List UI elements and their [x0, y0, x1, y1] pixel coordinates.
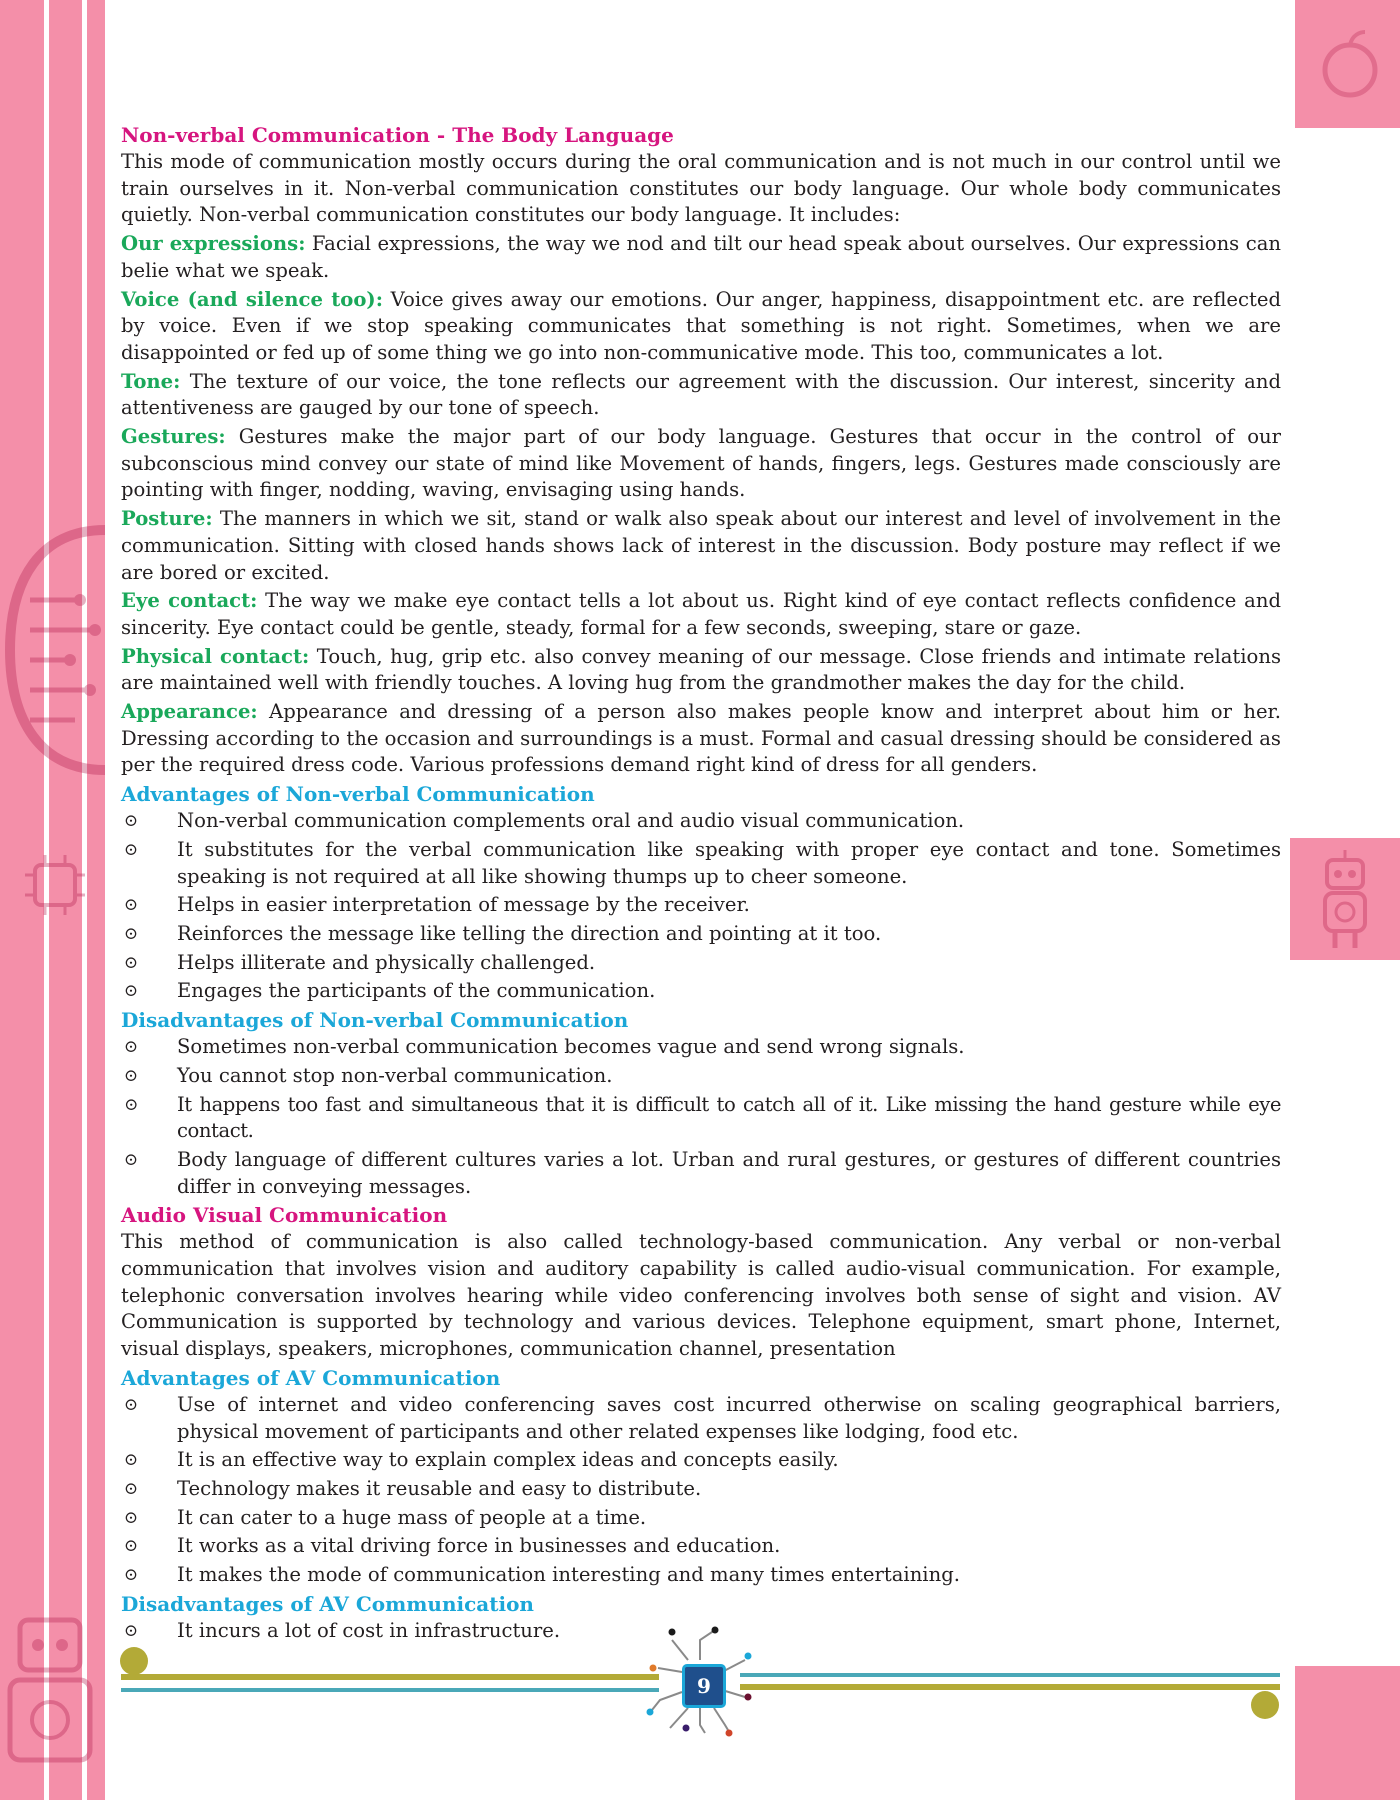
term-text: Voice gives away our emotions. Our anger, happiness, disappointment etc. are reflected by voice. Even if we stop speaking communicates that something is not right. Sometimes, when we are disappointed or fed up of some thing we go into non-communicative mode. This too, communicates a lot.	[121, 287, 1281, 364]
list-item	[121, 1034, 1281, 1061]
list-item-text: Helps illiterate and physically challenged.	[177, 950, 596, 974]
definition-physical-contact	[121, 644, 1281, 697]
list-item	[121, 1392, 1281, 1445]
circled-dot-icon: ⊙	[123, 1037, 139, 1058]
right-corner-block	[1295, 0, 1400, 128]
list-item-text: It happens too fast and simultaneous that it is difficult to catch all of it. Like missing the hand gesture while eye contact.	[177, 1092, 1281, 1143]
section-heading-av: Audio Visual Communication	[121, 1203, 448, 1228]
heading-nv-advantages: Advantages of Non-verbal Communication	[121, 782, 595, 807]
circled-dot-icon: ⊙	[124, 1094, 138, 1115]
apple-icon	[1320, 30, 1380, 100]
circled-dot-icon: ⊙	[123, 923, 139, 944]
robot-illustration	[5, 1600, 100, 1800]
list-item-text: Technology makes it reusable and easy to distribute.	[177, 1476, 702, 1500]
right-side-block	[1290, 838, 1400, 960]
term-label: Physical contact:	[121, 644, 310, 668]
circled-dot-icon: ⊙	[123, 952, 139, 973]
term-label: Voice (and silence too):	[121, 287, 383, 311]
list-item-text: Reinforces the message like telling the direction and pointing at it too.	[177, 921, 882, 945]
av-body: This method of communication is also called technology-based communication. Any verbal or non-verbal communication that involves vision and auditory capability is called audio-visual communication. For example, telephonic conversation involves hearing while video conferencing involves both sense of sight and vision. AV Communication is supported by technology and various devices. Telephone equipment, smart phone, Internet, visual displays, speakers, microphones, communication channel, presentation	[121, 1230, 1281, 1361]
circled-dot-icon: ⊙	[123, 1149, 139, 1170]
definition-appearance	[121, 699, 1281, 779]
nv-disadvantages-list	[121, 1034, 1281, 1200]
circled-dot-icon: ⊙	[123, 1507, 139, 1528]
left-decorative-band	[0, 0, 105, 1800]
circled-dot-icon: ⊙	[123, 839, 139, 860]
circuit-head-illustration	[0, 520, 105, 780]
term-text: Touch, hug, grip etc. also convey meaning of our message. Close friends and intimate relations are maintained well with friendly touches. A loving hug from the grandmother makes the day for the child.	[121, 644, 1282, 695]
circled-dot-icon: ⊙	[123, 1478, 139, 1499]
definition-tone	[121, 369, 1281, 422]
list-item	[121, 978, 1281, 1005]
list-item-text: You cannot stop non-verbal communication.	[177, 1063, 613, 1087]
list-item-text: Engages the participants of the communication.	[177, 979, 656, 1003]
circled-dot-icon: ⊙	[123, 1450, 139, 1471]
heading-nv-disadvantages: Disadvantages of Non-verbal Communication	[121, 1008, 629, 1033]
circled-dot-icon: ⊙	[123, 1565, 139, 1586]
term-label: Posture:	[121, 507, 213, 531]
circled-dot-icon: ⊙	[123, 1394, 139, 1415]
circled-dot-icon: ⊙	[123, 811, 139, 832]
av-advantages-list	[121, 1392, 1281, 1589]
circled-dot-icon: ⊙	[123, 895, 139, 916]
heading-av-advantages: Advantages of AV Communication	[121, 1365, 501, 1390]
definition-expressions	[121, 231, 1281, 284]
list-item	[121, 892, 1281, 919]
list-item	[121, 1092, 1281, 1145]
list-item-text: Sometimes non-verbal communication becomes vague and send wrong signals.	[177, 1035, 965, 1059]
circled-dot-icon: ⊙	[123, 1620, 139, 1641]
heading-av-disadvantages: Disadvantages of AV Communication	[121, 1591, 534, 1616]
circled-dot-icon: ⊙	[123, 1065, 139, 1086]
list-item-text: It is an effective way to explain complex ideas and concepts easily.	[177, 1448, 839, 1472]
nv-advantages-list	[121, 808, 1281, 1005]
definition-eye-contact	[121, 588, 1281, 641]
nonverbal-intro: This mode of communication mostly occurs during the oral communication and is not much in our control until we train ourselves in it. Non-verbal communication constitutes our body language. Our whole body communicates quietly. Non-verbal communication constitutes our body language. It includes:	[121, 150, 1281, 227]
circled-dot-icon: ⊙	[123, 981, 139, 1002]
list-item	[121, 1447, 1281, 1474]
term-text: Appearance and dressing of a person also makes people know and interpret about him or her. Dressing according to the occasion and surroundings is a must. Formal and casual dressing should be considered as per the required dress code. Various professions demand right kind of dress for all genders.	[121, 700, 1281, 777]
term-label: Tone:	[121, 369, 181, 393]
section-heading-nonverbal: Non-verbal Communication - The Body Language	[121, 123, 674, 147]
term-label: Appearance:	[121, 700, 258, 724]
list-item-text: Body language of different cultures varies a lot. Urban and rural gestures, or gestures of different countries differ in conveying messages.	[177, 1147, 1281, 1198]
list-item-text: Non-verbal communication complements oral and audio visual communication.	[177, 809, 965, 833]
list-item-text: It makes the mode of communication interesting and many times entertaining.	[177, 1563, 960, 1587]
list-item	[121, 1147, 1281, 1200]
definition-voice	[121, 287, 1281, 367]
list-item-text: Use of internet and video conferencing saves cost incurred otherwise on scaling geographical barriers, physical movement of participants and other related expenses like lodging, food etc.	[177, 1392, 1281, 1443]
right-bottom-block	[1295, 1666, 1400, 1800]
definition-posture	[121, 506, 1281, 586]
definition-gestures	[121, 424, 1281, 504]
list-item	[121, 1562, 1281, 1589]
av-disadvantages-list	[121, 1618, 1281, 1645]
page-content	[121, 122, 1281, 1646]
brain-chip-icon	[20, 850, 90, 920]
list-item	[121, 1618, 1281, 1645]
list-item	[121, 837, 1281, 890]
term-label: Gestures:	[121, 425, 226, 449]
list-item-text: It incurs a lot of cost in infrastructure.	[177, 1618, 561, 1642]
list-item-text: It can cater to a huge mass of people at a time.	[177, 1505, 647, 1529]
page-number: 9	[682, 1664, 726, 1708]
term-text: Facial expressions, the way we nod and tilt our head speak about ourselves. Our expressions can belie what we speak.	[121, 232, 1281, 282]
circled-dot-icon: ⊙	[123, 1536, 139, 1557]
term-text: The manners in which we sit, stand or walk also speak about our interest and level of involvement in the communication. Sitting with closed hands shows lack of interest in the discussion. Body posture may reflect if we are bored or excited.	[121, 507, 1281, 584]
list-item-text: It substitutes for the verbal communication like speaking with proper eye contact and tone. Sometimes speaking is not required at all like showing thumps up to cheer someone.	[177, 837, 1281, 888]
list-item	[121, 1533, 1281, 1560]
list-item	[121, 1476, 1281, 1503]
term-text: The way we make eye contact tells a lot about us. Right kind of eye contact reflects confidence and sincerity. Eye contact could be gentle, steady, formal for a few seconds, sweeping, stare or gaze.	[121, 589, 1281, 639]
term-label: Eye contact:	[121, 589, 258, 613]
list-item	[121, 950, 1281, 977]
list-item-text: It works as a vital driving force in businesses and education.	[177, 1534, 781, 1558]
list-item	[121, 1505, 1281, 1532]
list-item	[121, 921, 1281, 948]
robot-icon	[1315, 848, 1375, 953]
term-text: Gestures make the major part of our body language. Gestures that occur in the control of our subconscious mind convey our state of mind like Movement of hands, fingers, legs. Gestures made consciously are pointing with finger, nodding, waving, envisaging using hands.	[121, 425, 1281, 502]
term-label: Our expressions:	[121, 232, 306, 256]
list-item-text: Helps in easier interpretation of message by the receiver.	[177, 893, 750, 917]
list-item	[121, 808, 1281, 835]
list-item	[121, 1063, 1281, 1090]
term-text: The texture of our voice, the tone reflects our agreement with the discussion. Our interest, sincerity and attentiveness are gauged by our tone of speech.	[121, 369, 1281, 420]
